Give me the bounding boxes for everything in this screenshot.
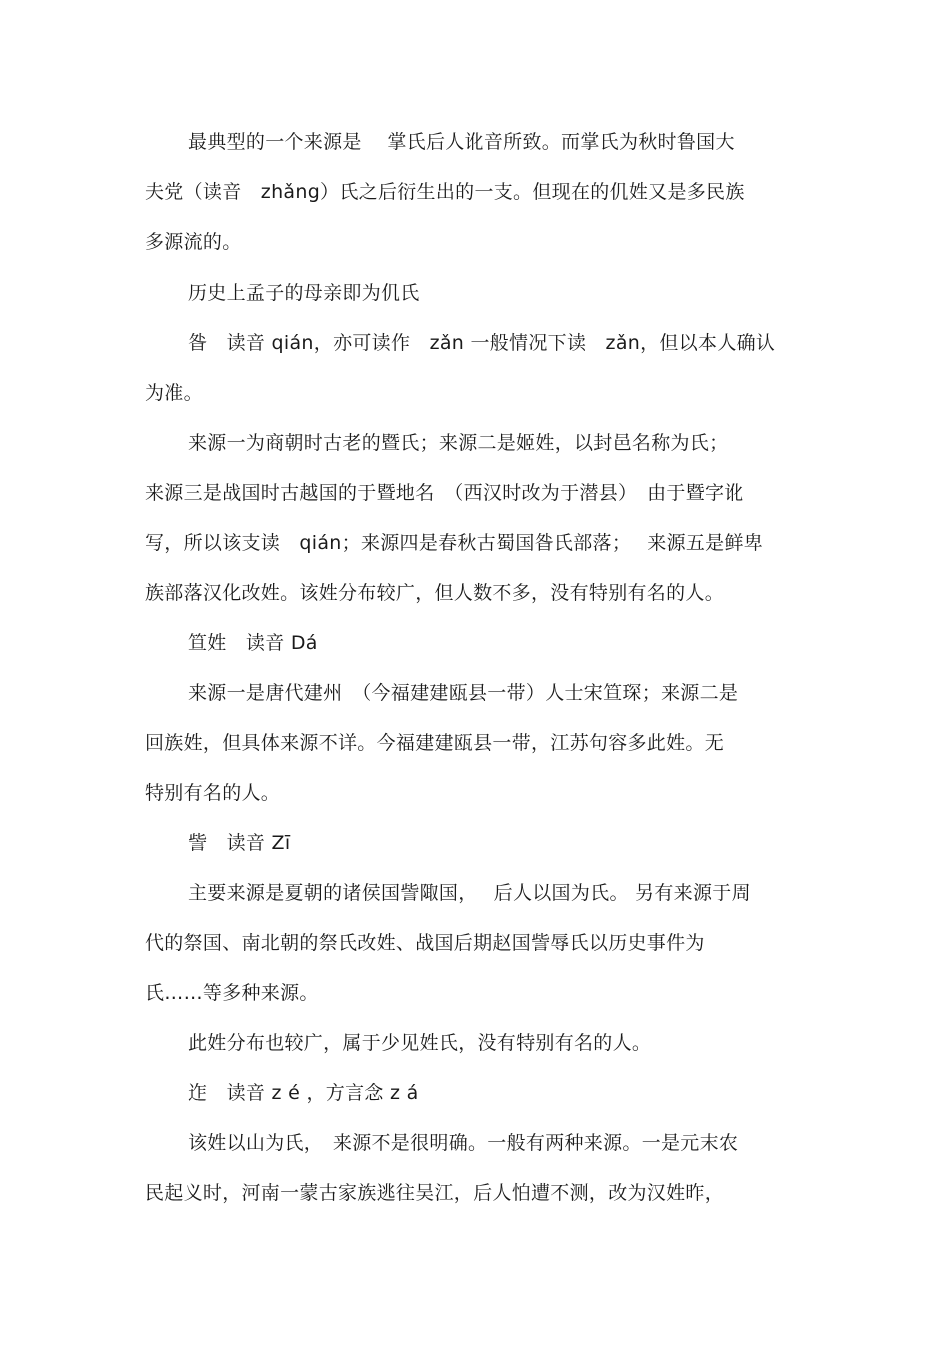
text-line: 族部落汉化改姓。该姓分布较广，但人数不多，没有特别有名的人。 (145, 582, 725, 604)
text-line: 来源一为商朝时古老的暨氏；来源二是姬姓，以封邑名称为氏； (188, 432, 729, 454)
text-line: 写，所以该支读 qián；来源四是春秋古蜀国昝氏部落； 来源五是鲜卑 (145, 532, 764, 554)
text-line: 民起义时，河南一蒙古家族逃往吴江，后人怕遭不测，改为汉姓昨， (145, 1182, 725, 1204)
text-line: 迮 读音 z é ，方言念 z á (188, 1082, 419, 1104)
text-line: 笪姓 读音 Dá (188, 632, 318, 654)
text-line: 夫党（读音 zhǎng）氏之后衍生出的一支。但现在的仉姓又是多民族 (145, 181, 745, 203)
text-line: 最典型的一个来源是 掌氏后人讹音所致。而掌氏为秋时鲁国大 (188, 131, 735, 153)
text-line: 此姓分布也较广，属于少见姓氏，没有特别有名的人。 (188, 1032, 652, 1054)
text-line: 来源一是唐代建州 （今福建建瓯县一带）人士宋笪琛；来源二是 (188, 682, 739, 704)
text-line: 代的祭国、南北朝的祭氏改姓、战国后期赵国訾辱氏以历史事件为 (145, 932, 705, 954)
text-line: 回族姓，但具体来源不详。今福建建瓯县一带，江苏句容多此姓。无 (145, 732, 725, 754)
text-line: 訾 读音 Zī (188, 832, 291, 854)
text-line: 昝 读音 qián，亦可读作 zǎn 一般情况下读 zǎn，但以本人确认 (188, 332, 776, 354)
text-line: 主要来源是夏朝的诸侯国訾陬国， 后人以国为氏。 另有来源于周 (188, 882, 751, 904)
text-line: 该姓以山为氏， 来源不是很明确。一般有两种来源。一是元末农 (188, 1132, 739, 1154)
text-line: 特别有名的人。 (145, 782, 281, 804)
text-line: 氏……等多种来源。 (145, 982, 319, 1004)
text-line: 历史上孟子的母亲即为仉氏 (188, 282, 420, 304)
text-line: 为准。 (145, 382, 203, 404)
text-line: 来源三是战国时古越国的于暨地名 （西汉时改为于潜县） 由于暨字讹 (145, 482, 744, 504)
text-line: 多源流的。 (145, 231, 242, 253)
